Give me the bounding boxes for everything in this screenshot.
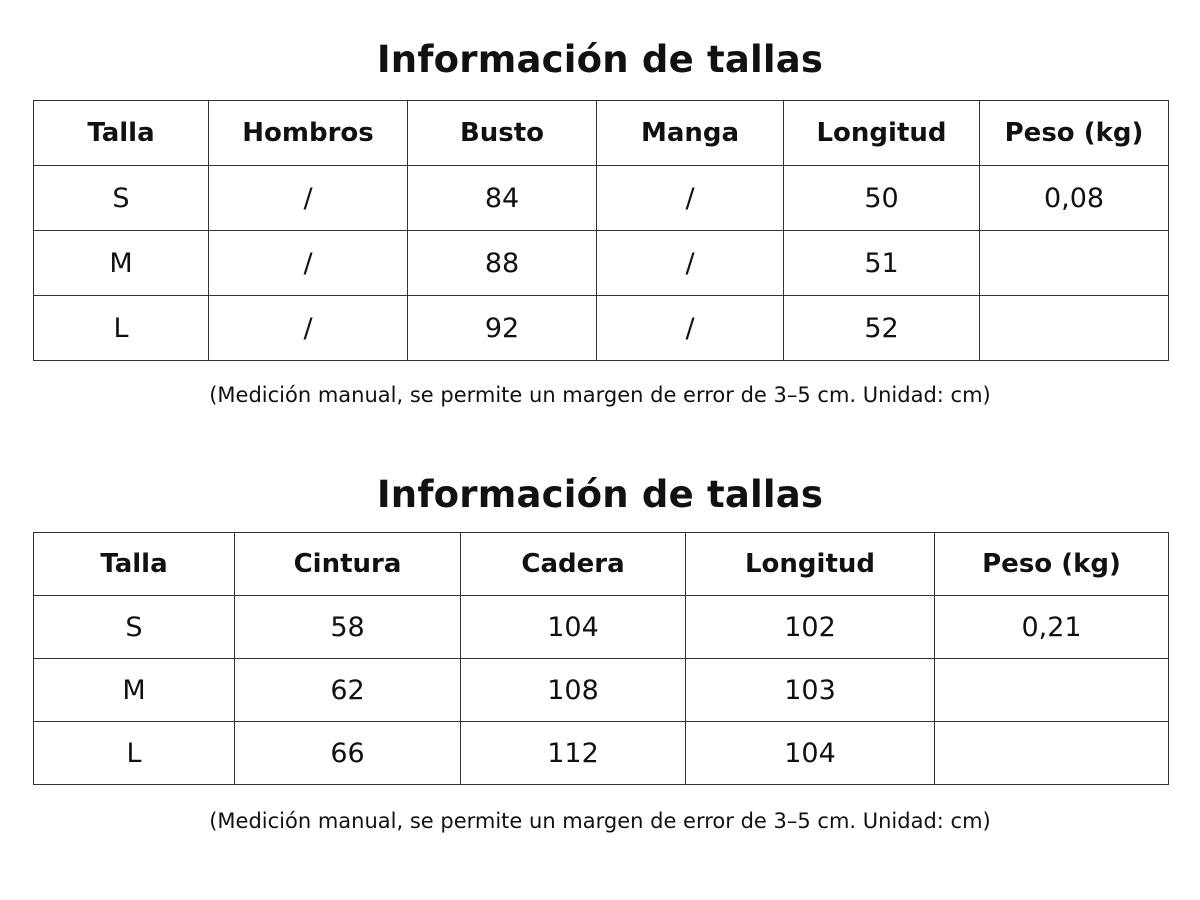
table-cell bbox=[980, 231, 1169, 296]
table-cell: 0,08 bbox=[980, 166, 1169, 231]
table-cell: 103 bbox=[686, 659, 935, 722]
table-header-row bbox=[34, 101, 1169, 166]
column-header: Talla bbox=[34, 533, 235, 596]
column-header: Longitud bbox=[784, 101, 980, 166]
table-cell: 108 bbox=[461, 659, 686, 722]
table-cell: 92 bbox=[408, 296, 597, 361]
table-row bbox=[34, 722, 1169, 785]
table-cell: 104 bbox=[686, 722, 935, 785]
table-cell: 104 bbox=[461, 596, 686, 659]
size-table-bottom bbox=[33, 532, 1169, 785]
table-row bbox=[34, 596, 1169, 659]
table-row bbox=[34, 166, 1169, 231]
table-cell: / bbox=[209, 166, 408, 231]
column-header: Cadera bbox=[461, 533, 686, 596]
table-cell: 62 bbox=[235, 659, 461, 722]
table-cell: 84 bbox=[408, 166, 597, 231]
size-table-top bbox=[33, 100, 1169, 361]
table-cell: 50 bbox=[784, 166, 980, 231]
table-cell: 102 bbox=[686, 596, 935, 659]
column-header: Peso (kg) bbox=[935, 533, 1169, 596]
column-header: Longitud bbox=[686, 533, 935, 596]
table-cell: / bbox=[597, 231, 784, 296]
column-header: Hombros bbox=[209, 101, 408, 166]
measurement-note: (Medición manual, se permite un margen de error de 3–5 cm. Unidad: cm) bbox=[209, 809, 991, 833]
table-cell: 51 bbox=[784, 231, 980, 296]
table-cell: 88 bbox=[408, 231, 597, 296]
table-cell: L bbox=[34, 722, 235, 785]
measurement-note: (Medición manual, se permite un margen de error de 3–5 cm. Unidad: cm) bbox=[209, 383, 991, 407]
table-cell: / bbox=[597, 296, 784, 361]
table-cell: / bbox=[597, 166, 784, 231]
table-cell bbox=[935, 722, 1169, 785]
table-row bbox=[34, 296, 1169, 361]
table-cell: S bbox=[34, 596, 235, 659]
column-header: Manga bbox=[597, 101, 784, 166]
column-header: Talla bbox=[34, 101, 209, 166]
table-cell: L bbox=[34, 296, 209, 361]
section-title: Información de tallas bbox=[376, 473, 824, 516]
table-header-row bbox=[34, 533, 1169, 596]
table-cell: M bbox=[34, 231, 209, 296]
table-cell: / bbox=[209, 231, 408, 296]
table-cell: 66 bbox=[235, 722, 461, 785]
column-header: Peso (kg) bbox=[980, 101, 1169, 166]
section-title: Información de tallas bbox=[376, 38, 824, 81]
table-cell: / bbox=[209, 296, 408, 361]
table-cell: 58 bbox=[235, 596, 461, 659]
table-cell: S bbox=[34, 166, 209, 231]
table-cell: 0,21 bbox=[935, 596, 1169, 659]
column-header: Cintura bbox=[235, 533, 461, 596]
table-cell bbox=[935, 659, 1169, 722]
table-row bbox=[34, 231, 1169, 296]
table-cell: 112 bbox=[461, 722, 686, 785]
table-row bbox=[34, 659, 1169, 722]
column-header: Busto bbox=[408, 101, 597, 166]
table-cell: M bbox=[34, 659, 235, 722]
table-cell bbox=[980, 296, 1169, 361]
table-cell: 52 bbox=[784, 296, 980, 361]
